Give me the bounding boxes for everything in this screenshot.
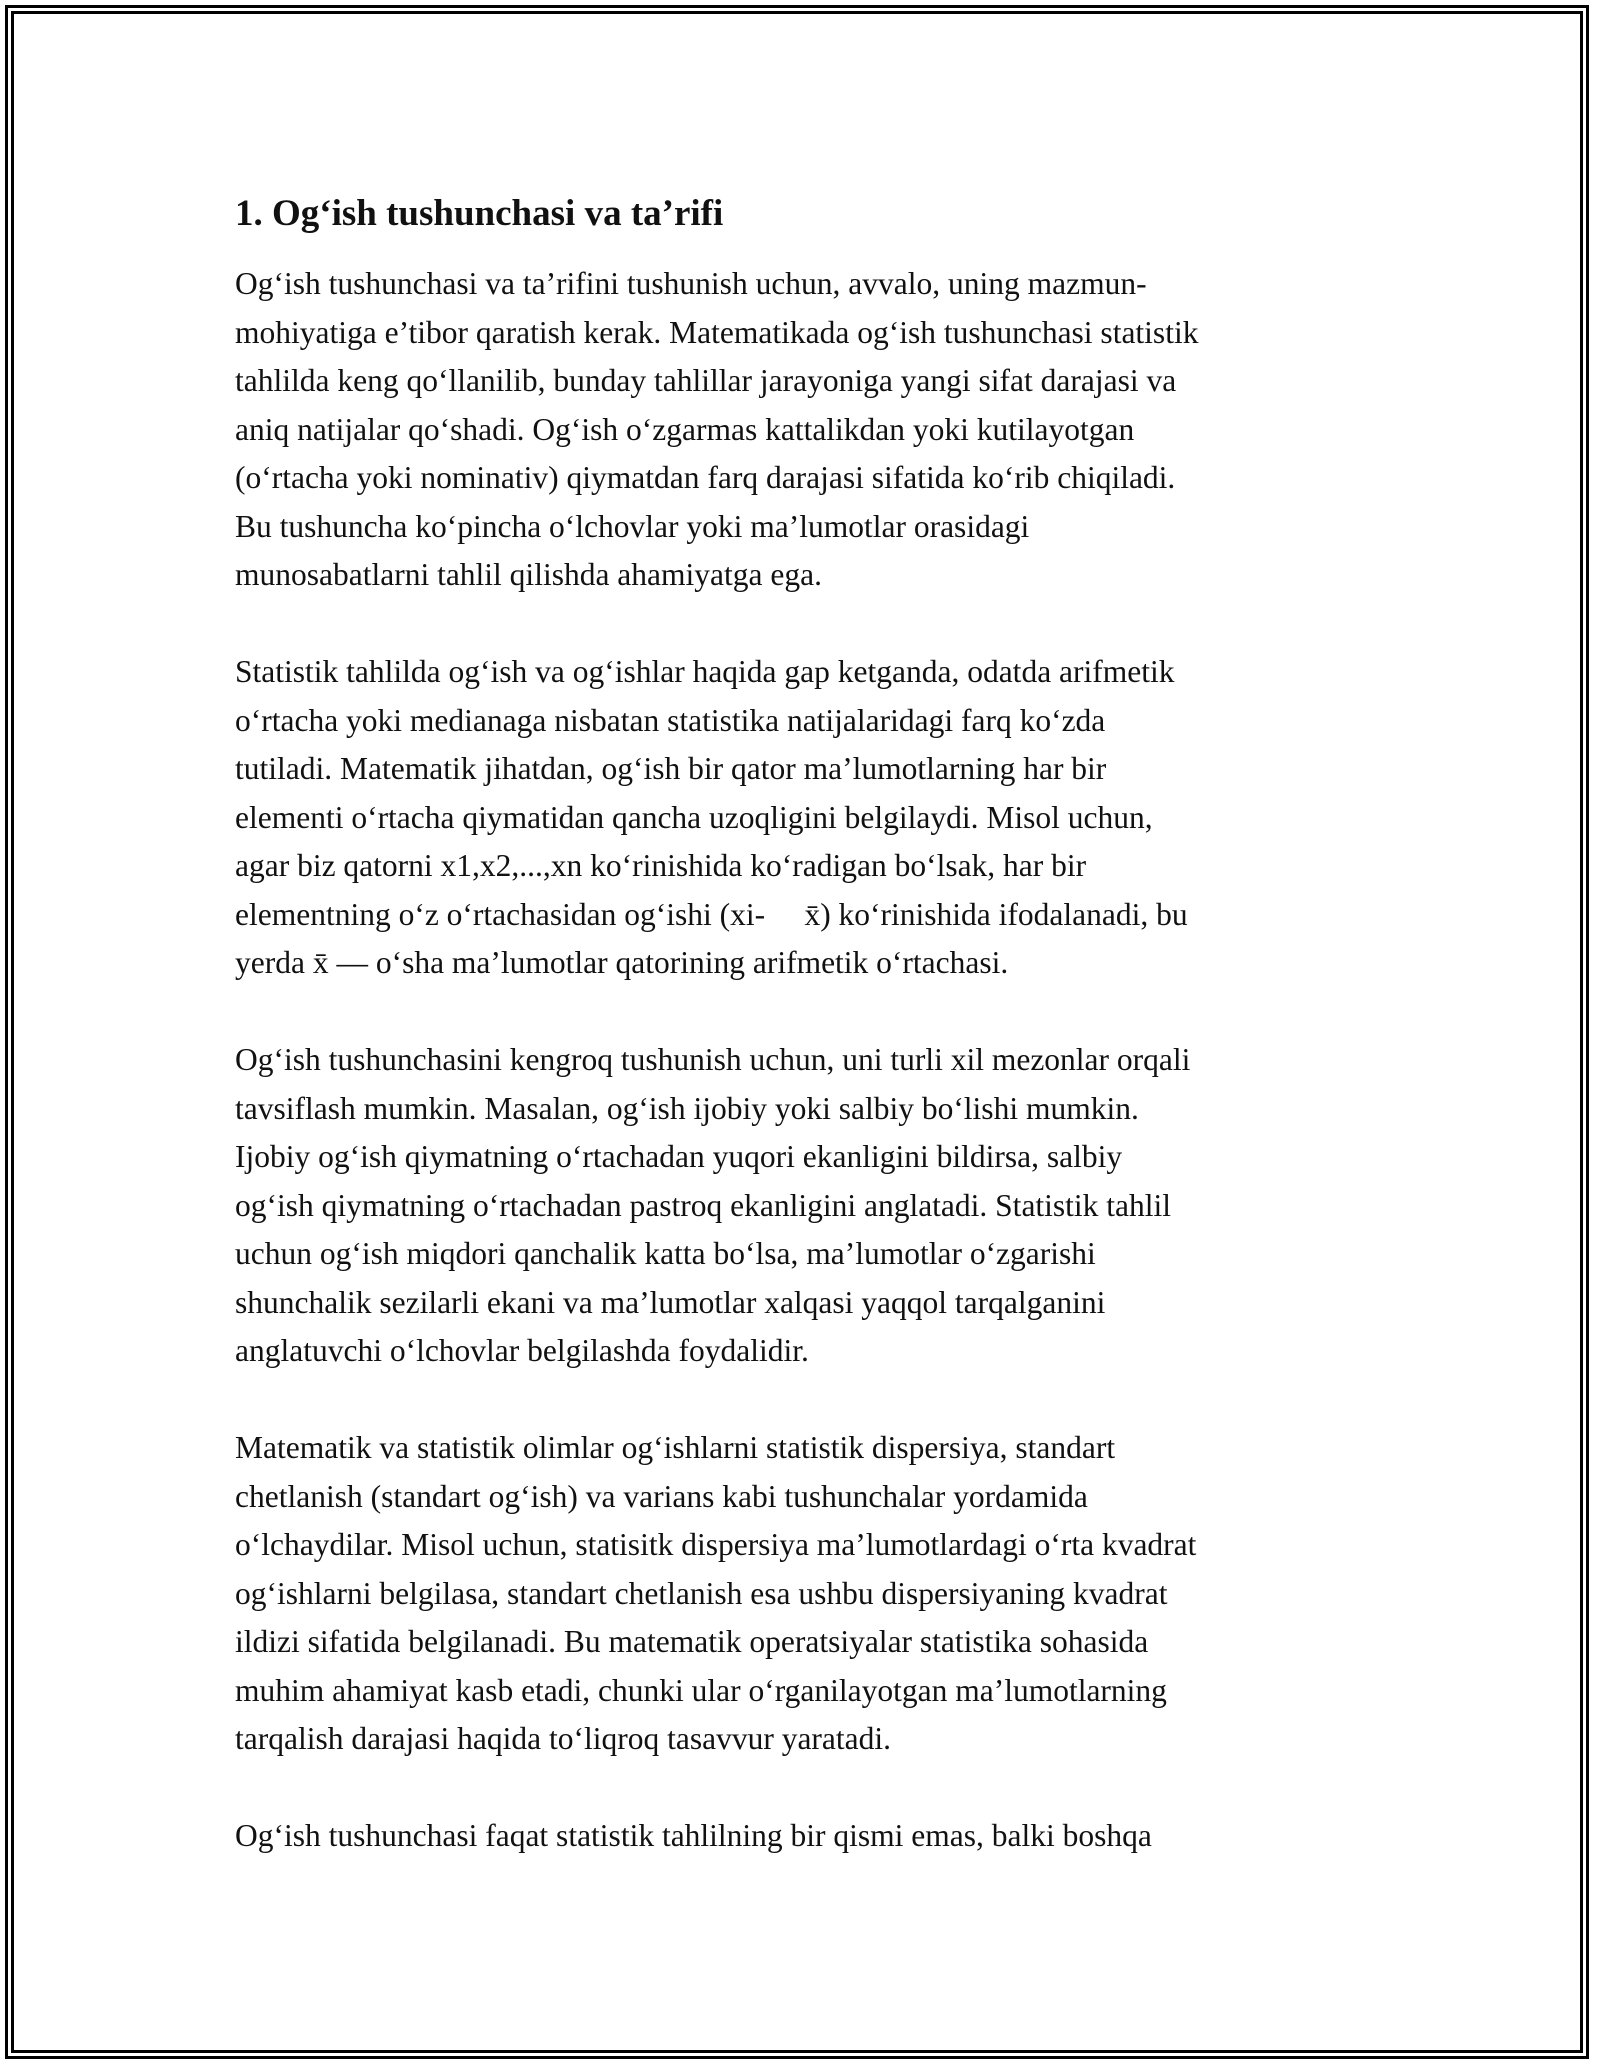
text-line: agar biz qatorni x1,x2,...,xn ko‘rinishida ko‘radigan bo‘lsak, har bir	[235, 848, 1087, 883]
text-line: og‘ishlarni belgilasa, standart chetlanish esa ushbu dispersiyaning kvadrat	[235, 1575, 1168, 1611]
text-line: elementning o‘z o‘rtachasidan og‘ishi (xi- x̄) ko‘rinishida ifodalanadi, bu	[235, 896, 1188, 932]
text-line: Ijobiy og‘ish qiymatning o‘rtachadan yuqori ekanligini bildirsa, salbiy	[235, 1139, 1123, 1174]
text-line: og‘ish qiymatning o‘rtachadan pastroq ekanligini anglatadi. Statistik tahlil	[235, 1187, 1172, 1223]
section-heading: 1. Og‘ish tushunchasi va ta’rifi	[235, 193, 724, 234]
paragraph-4	[235, 1424, 1375, 1764]
text-line: elementi o‘rtacha qiymatidan qancha uzoqligini belgilaydi. Misol uchun,	[235, 799, 1153, 835]
text-line: ildizi sifatida belgilanadi. Bu matematik operatsiyalar statistika sohasida	[235, 1624, 1149, 1659]
paragraph-2	[235, 648, 1375, 988]
text-line: chetlanish (standart og‘ish) va varians kabi tushunchalar yordamida	[235, 1478, 1088, 1514]
paragraph-3	[235, 1036, 1375, 1376]
text-line: tahlilda keng qo‘llanilib, bunday tahlillar jarayoniga yangi sifat darajasi va	[235, 363, 1177, 398]
text-line: Statistik tahlilda og‘ish va og‘ishlar haqida gap ketganda, odatda arifmetik	[235, 654, 1175, 689]
text-line: uchun og‘ish miqdori qanchalik katta bo‘lsa, ma’lumotlar o‘zgarishi	[235, 1236, 1096, 1271]
text-line: Og‘ish tushunchasi faqat statistik tahlilning bir qismi emas, balki boshqa	[235, 1818, 1152, 1853]
text-line: shunchalik sezilarli ekani va ma’lumotlar xalqasi yaqqol tarqalganini	[235, 1284, 1106, 1320]
text-line: Og‘ish tushunchasi va ta’rifini tushunish uchun, avvalo, uning mazmun-	[235, 266, 1147, 301]
text-line: aniq natijalar qo‘shadi. Og‘ish o‘zgarmas kattalikdan yoki kutilayotgan	[235, 411, 1135, 447]
text-line: tutiladi. Matematik jihatdan, og‘ish bir qator ma’lumotlarning har bir	[235, 751, 1107, 786]
text-line: tarqalish darajasi haqida to‘liqroq tasavvur yaratadi.	[235, 1721, 892, 1756]
text-line: mohiyatiga e’tibor qaratish kerak. Matematikada og‘ish tushunchasi statistik	[235, 314, 1199, 350]
text-line: o‘lchaydilar. Misol uchun, statisitk dispersiya ma’lumotlardagi o‘rta kvadrat	[235, 1527, 1197, 1562]
text-line: (o‘rtacha yoki nominativ) qiymatdan farq darajasi sifatida ko‘rib chiqiladi.	[235, 460, 1176, 495]
text-line: munosabatlarni tahlil qilishda ahamiyatga ega.	[235, 557, 822, 592]
text-line: o‘rtacha yoki medianaga nisbatan statistika natijalaridagi farq ko‘zda	[235, 702, 1106, 738]
document-body	[235, 186, 1375, 1909]
text-line: Matematik va statistik olimlar og‘ishlarni statistik dispersiya, standart	[235, 1430, 1116, 1465]
paragraph-5	[235, 1812, 1375, 1861]
paragraph-1	[235, 260, 1375, 600]
text-line: Bu tushuncha ko‘pincha o‘lchovlar yoki ma’lumotlar orasidagi	[235, 508, 1030, 544]
text-line: anglatuvchi o‘lchovlar belgilashda foydalidir.	[235, 1333, 809, 1368]
text-line: tavsiflash mumkin. Masalan, og‘ish ijobiy yoki salbiy bo‘lishi mumkin.	[235, 1090, 1139, 1126]
text-line: Og‘ish tushunchasini kengroq tushunish uchun, uni turli xil mezonlar orqali	[235, 1042, 1191, 1077]
text-line: muhim ahamiyat kasb etadi, chunki ular o‘rganilayotgan ma’lumotlarning	[235, 1672, 1167, 1708]
text-line: yerda x̄ — o‘sha ma’lumotlar qatorining arifmetik o‘rtachasi.	[235, 945, 1009, 980]
